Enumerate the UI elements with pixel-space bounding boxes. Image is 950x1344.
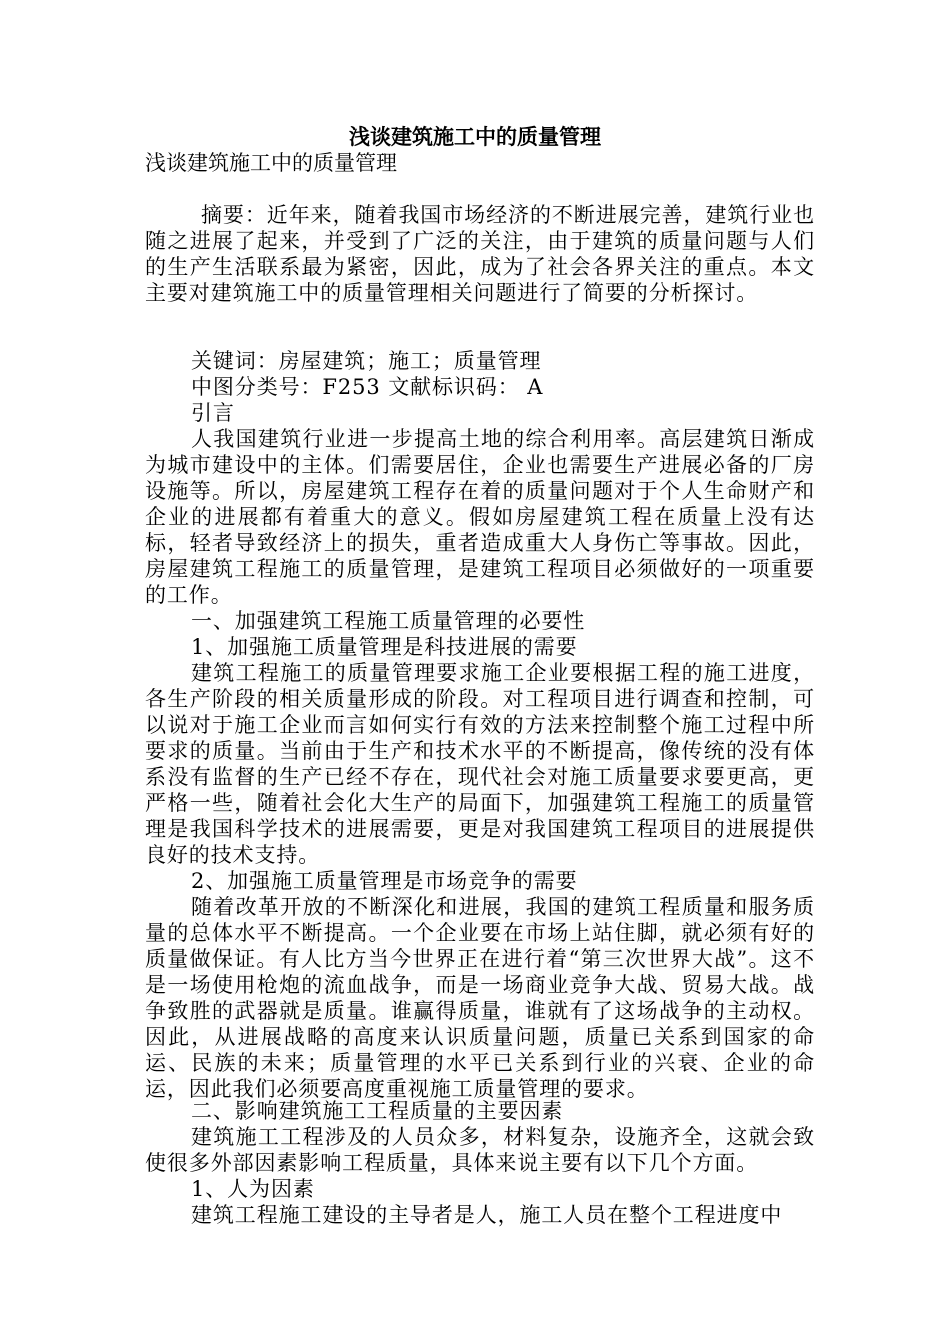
abstract-paragraph: 摘要：近年来，随着我国市场经济的不断进展完善，建筑行业也随之进展了起来，并受到了广泛的关注，由于建筑的质量问题与人们的生产生活联系最为紧密，因此，成为了社会各界关注的重点。本文主要对建筑施工中的质量管理相关问题进行了简要的分析探讨。 bbox=[145, 203, 815, 305]
subsection1-heading: 1、加强施工质量管理是科技进展的需要 bbox=[191, 635, 578, 659]
section2-heading: 二、影响建筑施工工程质量的主要因素 bbox=[191, 1099, 564, 1123]
classification-line: 中图分类号：F253 文献标识码： A bbox=[191, 375, 544, 399]
abstract-block bbox=[145, 202, 815, 306]
intro-paragraph: 人我国建筑行业进一步提高土地的综合利用率。高层建筑日渐成为城市建设中的主体。们需要居住，企业也需要生产进展必备的厂房设施等。所以，房屋建筑工程存在着的质量问题对于个人生命财产和企业的进展都有着重大的意义。假如房屋建筑工程在质量上没有达标，轻者导致经济上的损失，重者造成重大人身伤亡等事故。因此，房屋建筑工程施工的质量管理，是建筑工程项目必须做好的一项重要的工作。 bbox=[145, 427, 815, 607]
document-title: 浅谈建筑施工中的质量管理 bbox=[349, 124, 601, 149]
subsection3-paragraph: 建筑工程施工建设的主导者是人，施工人员在整个工程进度中 bbox=[191, 1203, 783, 1227]
keywords-line: 关键词：房屋建筑；施工；质量管理 bbox=[191, 349, 542, 373]
intro-heading: 引言 bbox=[191, 401, 235, 425]
subsection3-heading: 1、人为因素 bbox=[191, 1177, 315, 1201]
section2-block bbox=[145, 1098, 815, 1228]
meta-block bbox=[145, 348, 815, 1102]
section2-paragraph: 建筑施工工程涉及的人员众多，材料复杂，设施齐全，这就会致使很多外部因素影响工程质量，具体来说主要有以下几个方面。 bbox=[145, 1125, 815, 1175]
subsection2-heading: 2、加强施工质量管理是市场竞争的需要 bbox=[191, 869, 578, 893]
section1-heading: 一、加强建筑工程施工质量管理的必要性 bbox=[191, 609, 586, 633]
document-subtitle: 浅谈建筑施工中的质量管理 bbox=[145, 151, 397, 175]
subsection1-paragraph: 建筑工程施工的质量管理要求施工企业要根据工程的施工进度，各生产阶段的相关质量形成的阶段。对工程项目进行调查和控制，可以说对于施工企业而言如何实行有效的方法来控制整个施工过程中所要求的质量。当前由于生产和技术水平的不断提高，像传统的没有体系没有监督的生产已经不存在，现代社会对施工质量要求要更高，更严格一些，随着社会化大生产的局面下，加强建筑工程施工的质量管理是我国科学技术的进展需要，更是对我国建筑工程项目的进展提供良好的技术支持。 bbox=[145, 661, 815, 867]
subsection2-paragraph: 随着改革开放的不断深化和进展，我国的建筑工程质量和服务质量的总体水平不断提高。一个企业要在市场上站住脚，就必须有好的质量做保证。有人比方当今世界正在进行着“第三次世界大战”。这不是一场使用枪炮的流血战争，而是一场商业竞争大战、贸易大战。战争致胜的武器就是质量。谁赢得质量，谁就有了这场战争的主动权。因此，从进展战略的高度来认识质量问题，质量已关系到国家的命运、民族的未来；质量管理的水平已关系到行业的兴衰、企业的命运，因此我们必须要高度重视施工质量管理的要求。 bbox=[145, 895, 815, 1101]
